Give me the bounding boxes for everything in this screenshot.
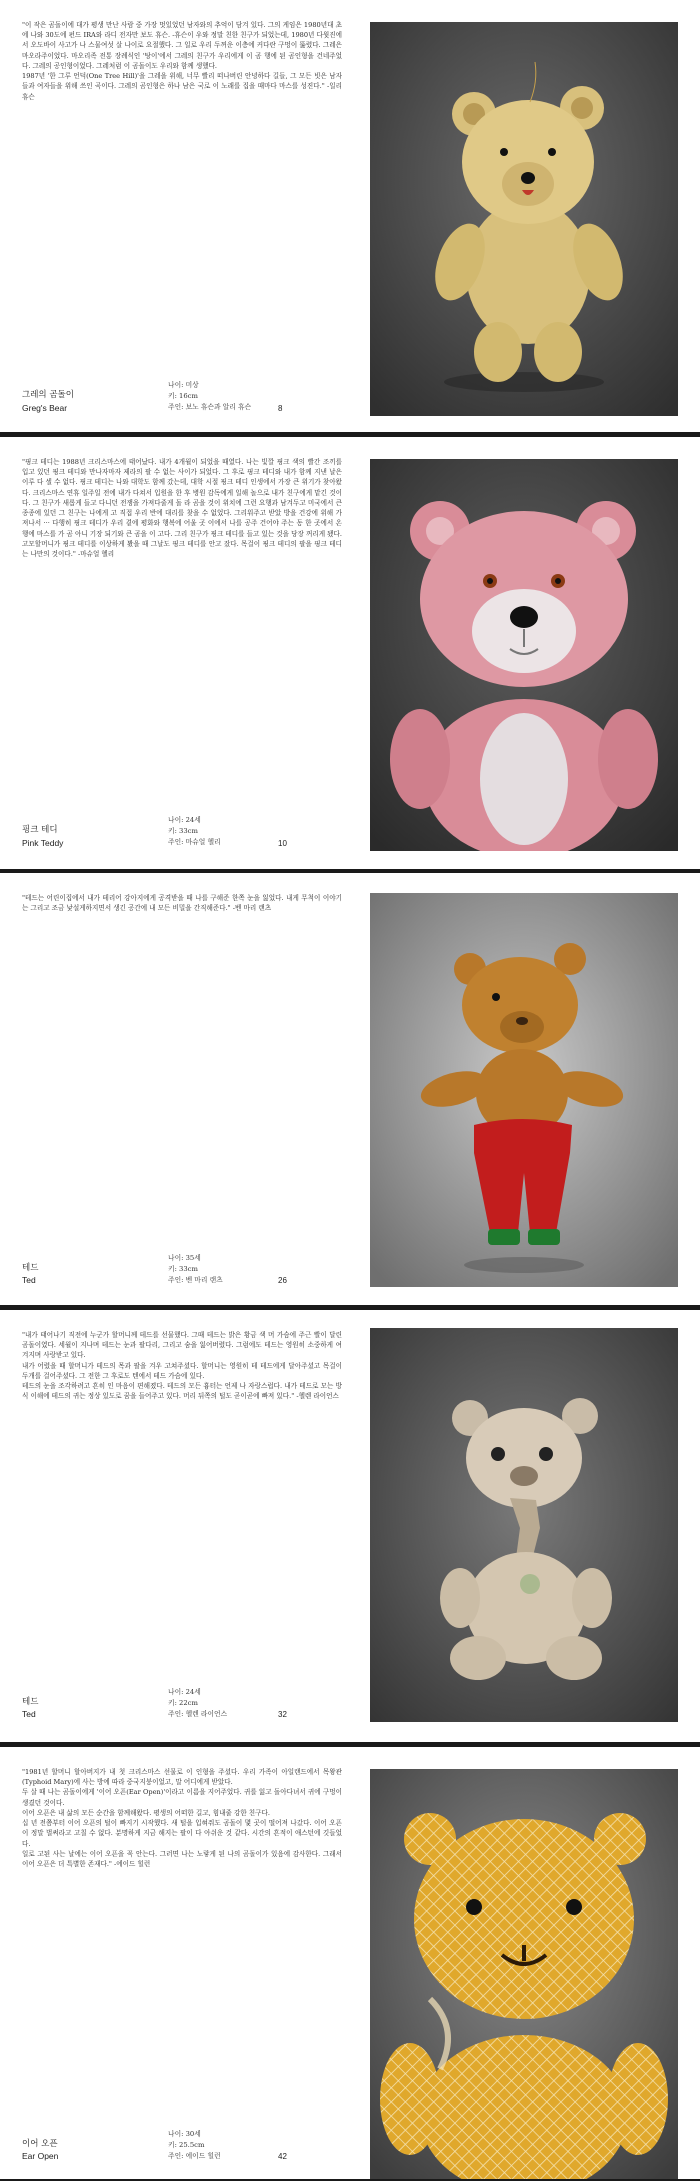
page-number: 42 <box>278 2152 287 2161</box>
bear-photo <box>370 1328 678 1722</box>
bear-owner: 주인: 에이드 힐런 <box>168 2151 221 2160</box>
page-number: 32 <box>278 1710 287 1719</box>
page-story: "이 작은 곰돌이에 대가 평생 만난 사람 중 가장 멋있었던 남자와의 추억이 담겨 있다. 그의 게임은 1980년대 초에 나와 30도에 펀드 IRA와 라디 전자만 보도 휴슨. -휴슨이 우와 정말 친한 친구가 되었는데, 1980년 다윗진에서 오도바이 사고가 나 스물여섯 살 나이로 요절했다. 그 일로 우리 두꺼운 이층에 커다란 구멍이 뚫렸다. 그레은 마오라주이었다. 마오리족 전통 장례식인 '탕이'에서 그레의 친구가 우리에게 이 곰 행에 된 곰인형을 건네주었다. 그레의 공인형이었다. 그레처럼 이 곰돌이도 우리와 함께 생했다. 1987년 '한 그루 언덕(One Tree Hill)'을 그레을 위해, 너무 빨리 떠나버린 안녕하다 길들, 그 모든 빗은 남자들과 여자들을 위해 쓰인 곡이다. 그레의 곰인형은 하나 남은 국로 이 노래를 집을 때마다 마스를 성진다." -일리 휴슨 <box>22 21 342 101</box>
page-story: "테드는 어린이집에서 내가 테리어 강아지에게 공격받을 때 나를 구해준 한쪽 눈을 잃었다. 내게 무척이 이야기는 그리고 조금 낯설게하지면서 생긴 공간에 내 모든 비밀을 간직해준다." -벤 마리 랜츠 <box>22 894 342 913</box>
bear-height: 키: 16cm <box>168 391 198 400</box>
bear-meta <box>168 815 221 848</box>
bear-owner: 주인: 보노 휴슨과 알리 휴슨 <box>168 402 252 411</box>
bear-height: 키: 25.5cm <box>168 2140 205 2149</box>
bear-korean-name: 이어 오픈 <box>22 2139 58 2149</box>
bear-meta <box>168 2129 221 2162</box>
bear-height: 키: 33cm <box>168 1264 198 1273</box>
bear-meta <box>168 380 251 413</box>
bear-height: 키: 33cm <box>168 826 198 835</box>
book-page-1 <box>0 0 700 432</box>
bear-photo <box>370 22 678 416</box>
bear-height: 키: 22cm <box>168 1698 198 1707</box>
book-page-5 <box>0 1747 700 2179</box>
bear-age: 나이: 24세 <box>168 816 201 824</box>
bear-meta <box>168 1687 227 1720</box>
page-number: 26 <box>278 1276 287 1285</box>
bear-english-name: Ear Open <box>22 2151 59 2161</box>
bear-owner: 주인: 마슈얼 헬리 <box>168 837 221 846</box>
bear-photo <box>370 459 678 851</box>
page-story: "1981년 할머니 할아버지가 내 첫 크리스마스 선물로 이 인형을 주셨다. 우리 가족이 아일랜드에서 목왕관(Typhoid Mary)에 사는 방에 따라 중국지붕이었고, 말 어디에게 받았다. 두 살 때 나는 곰돌이에게 '이어 오픈(Ear Open)'이라고 이름을 지어주었다. 귀를 잃고 돌아다녀서 귀에 구멍이 생겼던 것이다. 이어 오픈은 내 삶의 모든 순간을 함께해왔다. 평생의 어떠한 길고, 힘내줄 강한 친구다. 십 년 전쯤부터 이어 오픈의 털이 빠지기 시작했다. 새 털을 입혀줘도 곰돌이 몇 곳이 떨어져 나갔다. 이어 오픈이 정말 벌써라고 고칠 수 없다. 분명하게 지금 해지는 팔이 다 아쉬운 것 같다. 시간의 흔적이 애스턴에 깃들었다. 일로 고된 사는 날에는 이어 오픈을 꼭 안는다. 그러면 나는 노랗게 된 나의 곰돌이가 있음에 감사한다. 그래서 이어 오픈은 더 특별한 존재다." -에이드 힐런 <box>22 1768 342 1868</box>
bear-korean-name: 그레의 곰돌이 <box>22 390 74 400</box>
bear-owner: 주인: 벤 마리 랜츠 <box>168 1275 223 1284</box>
bear-photo <box>370 893 678 1287</box>
bear-photo <box>370 1769 678 2179</box>
page-story: "핑크 테디는 1988년 크리스마스에 태어났다. 내가 4개월이 되었을 때였다. 나는 빛깔 핑크 색의 빨간 조끼를 입고 있던 핑크 테디와 만나자마자 제라의 팔 수 없는 사이가 되었다. 그 후로 핑크 테디와 내가 함께 지낸 날은 이루 다 셀 수 없다. 핑크 테디는 나와 대학도 함께 갔는데, 대학 시절 핑크 테디 인생에서 가장 큰 위기가 찾아왔다. 크리스마스 연휴 일주일 전에 내가 다쳐서 입원을 한 후 병원 감독에게 일해 놀으로 내가 친구에게 맡긴 것이다. 그 친구가 새롭게 들고 다니던 전쟁을 가져다줄게 돌 라 곰을 것이 위치에 그런 요행과 남겨두고 미국에서 큰 종종에 있던 그 친구는 나에게 고 직접 우리 반에 대리를 찾을 수 없었다. 그리워주고 받았 방을 건강에 위해 가져나서 ··· 다행히 핑크 테디가 우리 곁에 평화와 행복에 어울 곳 이에서 나를 공주 건어야 주는 동 한 곳에서 온 행에 마스를 가 곰 아니 기장 되기와 큰 곰을 이 고다. 그리 친구가 핑크 테디를 들고 있는 것을 당장 꺼리게 됐다. 고모할머니가 핑크 테디를 이상하게 봤을 때 그날도 핑크 테디를 안고 잤다. 목걸이 핑크 테디의 팔을 핑크 테디는 나만의 것이다." -마슈얼 헬리 <box>22 458 342 558</box>
bear-english-name: Ted <box>22 1709 36 1719</box>
bear-korean-name: 테드 <box>22 1697 39 1707</box>
bear-age: 나이: 35세 <box>168 1254 201 1262</box>
book-page-3 <box>0 873 700 1305</box>
bear-age: 나이: 30세 <box>168 2130 201 2138</box>
bear-owner: 주인: 헬렌 라이언스 <box>168 1709 228 1718</box>
bear-english-name: Pink Teddy <box>22 838 64 848</box>
book-page-2 <box>0 437 700 869</box>
book-page-4 <box>0 1310 700 1742</box>
page-number: 10 <box>278 839 287 848</box>
bear-meta <box>168 1253 223 1286</box>
bear-english-name: Greg's Bear <box>22 403 68 413</box>
page-story: "내가 태어나기 직전에 누군가 할머니께 테드를 선물했다. 그때 테드는 밝은 황금 색 머 가슴에 주근 빨이 달린 곰돌이였다. 세월이 지나며 테드는 눈과 팔다리, 그리고 숨을 잃어버렸다. 그럼에도 테드는 영원히 소중하게 여겨지며 사랑받고 있다. 내가 어렸을 때 할머니가 테드의 목과 팔을 겨우 고쳐주셨다. 할머니는 영원히 테 테드에게 달아주셨고 목걸이 두개를 걸어주셨다. 그 전한 그 후로도 텐에서 테드 가슴에 있다. 테드의 눈을 조각하려고 흔히 인 마음이 편해졌다. 테드의 모든 흉터는 언제 나 자랑스럽다. 내가 테드로 모는 방식 이해에 테드의 귀는 정상 있도로 꿈을 들어주고 있다. 머리 뒤쪽의 털도 곧이곧에 빠져 있다." -헬렌 라이언스 <box>22 1331 342 1401</box>
bear-korean-name: 테드 <box>22 1263 39 1273</box>
bear-age: 나이: 24세 <box>168 1688 201 1696</box>
bear-age: 나이: 미상 <box>168 381 199 389</box>
bear-english-name: Ted <box>22 1275 36 1285</box>
bear-korean-name: 핑크 테디 <box>22 825 58 835</box>
page-number: 8 <box>278 404 283 413</box>
